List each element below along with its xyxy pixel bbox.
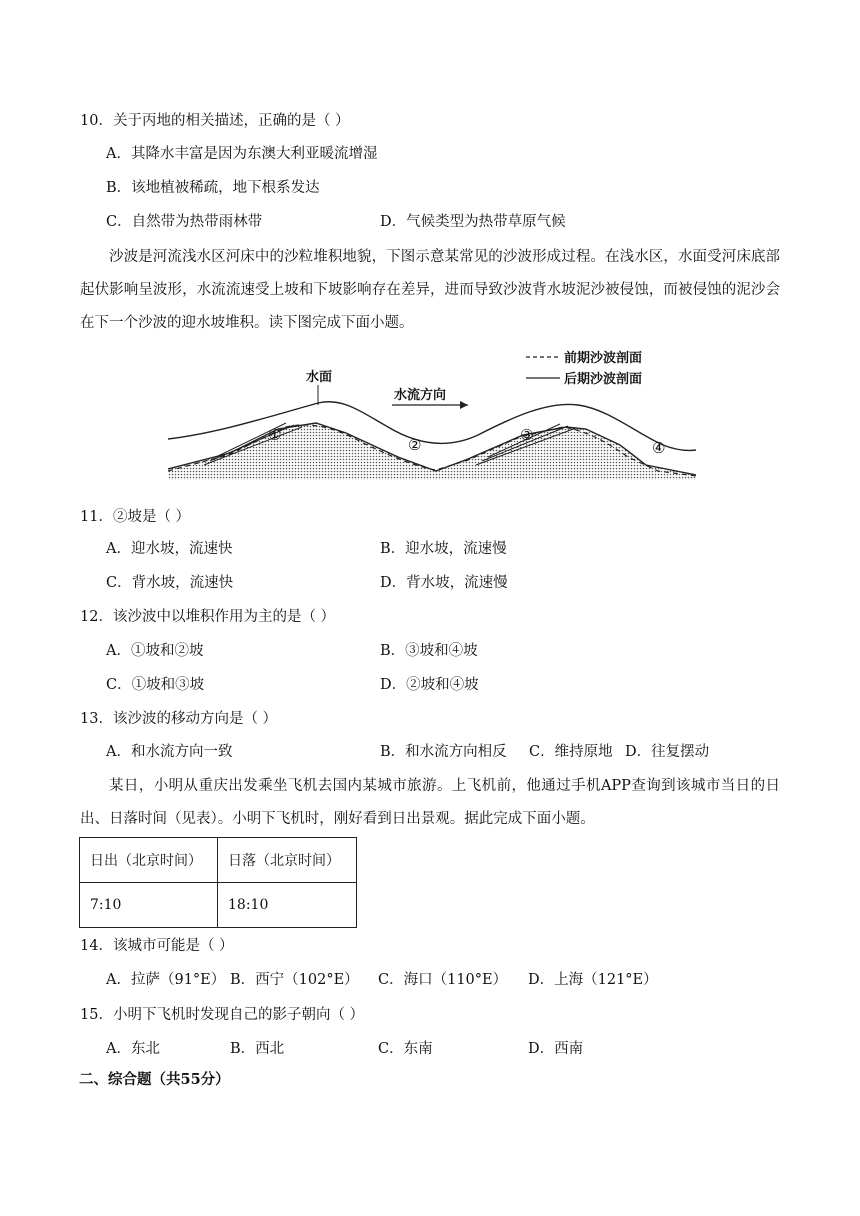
q11-option-a: A．迎水坡，流速快	[106, 541, 233, 557]
q13-stem: 13．该沙波的移动方向是（ ）	[80, 711, 278, 727]
passage-sunrise: 某日，小明从重庆出发乘坐飞机去国内某城市旅游。上飞机前，他通过手机APP查询到该城市当日的日出、日落时间（见表）。小明下飞机时，刚好看到日出景观。据此完成下面小题。	[80, 778, 780, 827]
q15-stem: 15．小明下飞机时发现自己的影子朝向（ ）	[80, 1007, 365, 1023]
q10-option-d: D．气候类型为热带草原气候	[380, 214, 566, 230]
q14-option-a: A．拉萨（91°E）	[106, 972, 226, 988]
sand-bed	[168, 423, 696, 480]
sand-wave-figure	[168, 347, 696, 487]
q14-option-c: C．海口（110°E）	[378, 972, 508, 988]
q13-option-b: B．和水流方向相反	[380, 744, 507, 760]
q12-stem: 12．该沙波中以堆积作用为主的是（ ）	[80, 609, 336, 625]
q15-option-c: C．东南	[378, 1041, 433, 1057]
q11-option-b: B．迎水坡，流速慢	[380, 541, 507, 557]
q15-option-a: A．东北	[106, 1041, 160, 1057]
marker-2: ②	[408, 436, 422, 454]
q10-option-a: A．其降水丰富是因为东澳大利亚暖流增湿	[106, 146, 378, 162]
q11-stem: 11．②坡是（ ）	[80, 509, 191, 525]
water-surface-label: 水面	[306, 370, 333, 385]
sunrise-sunset-table	[79, 837, 357, 928]
q15-option-b: B．西北	[230, 1041, 285, 1057]
flow-direction-label: 水流方向	[394, 388, 447, 403]
marker-3: ③	[520, 426, 534, 444]
table-value-sunset: 18:10	[218, 883, 357, 928]
q10-stem: 10．关于丙地的相关描述，正确的是（ ）	[80, 113, 350, 129]
q14-option-b: B．西宁（102°E）	[230, 972, 359, 988]
table-header-sunset: 日落（北京时间）	[218, 838, 357, 883]
table-row	[80, 838, 357, 883]
q11-option-c: C．背水坡，流速快	[106, 575, 234, 591]
q12-option-b: B．③坡和④坡	[380, 643, 478, 659]
marker-1: ①	[268, 426, 282, 444]
marker-4: ④	[652, 439, 666, 457]
q14-option-d: D．上海（121°E）	[528, 972, 658, 988]
legend-solid-label: 后期沙波剖面	[564, 372, 643, 387]
q12-option-a: A．①坡和②坡	[106, 643, 204, 659]
table-value-sunrise: 7:10	[80, 883, 218, 928]
section-heading: 二、综合题（共55分）	[79, 1071, 230, 1088]
q10-option-b: B．该地植被稀疏，地下根系发达	[106, 180, 320, 196]
q13-option-d: D．往复摆动	[625, 744, 710, 760]
q12-option-c: C．①坡和③坡	[106, 677, 205, 693]
q11-option-d: D．背水坡，流速慢	[380, 575, 508, 591]
q15-option-d: D．西南	[528, 1041, 584, 1057]
legend-dashed-label: 前期沙波剖面	[564, 351, 643, 366]
flow-arrow-head	[460, 401, 468, 409]
q12-option-d: D．②坡和④坡	[380, 677, 479, 693]
passage-sand-wave: 沙波是河流浅水区河床中的沙粒堆积地貌，下图示意某常见的沙波形成过程。在浅水区，水面受河床底部起伏影响呈波形，水流流速受上坡和下坡影响存在差异，进而导致沙波背水坡泥沙被侵蚀，而被侵蚀的泥沙会在下一个沙波的迎水坡堆积。读下图完成下面小题。	[80, 249, 780, 331]
q13-option-c: C．维持原地	[529, 744, 613, 760]
table-row	[80, 883, 357, 928]
q13-option-a: A．和水流方向一致	[106, 744, 233, 760]
q10-option-c: C．自然带为热带雨林带	[106, 214, 263, 230]
table-header-sunrise: 日出（北京时间）	[80, 838, 218, 883]
q14-stem: 14．该城市可能是（ ）	[80, 938, 234, 954]
